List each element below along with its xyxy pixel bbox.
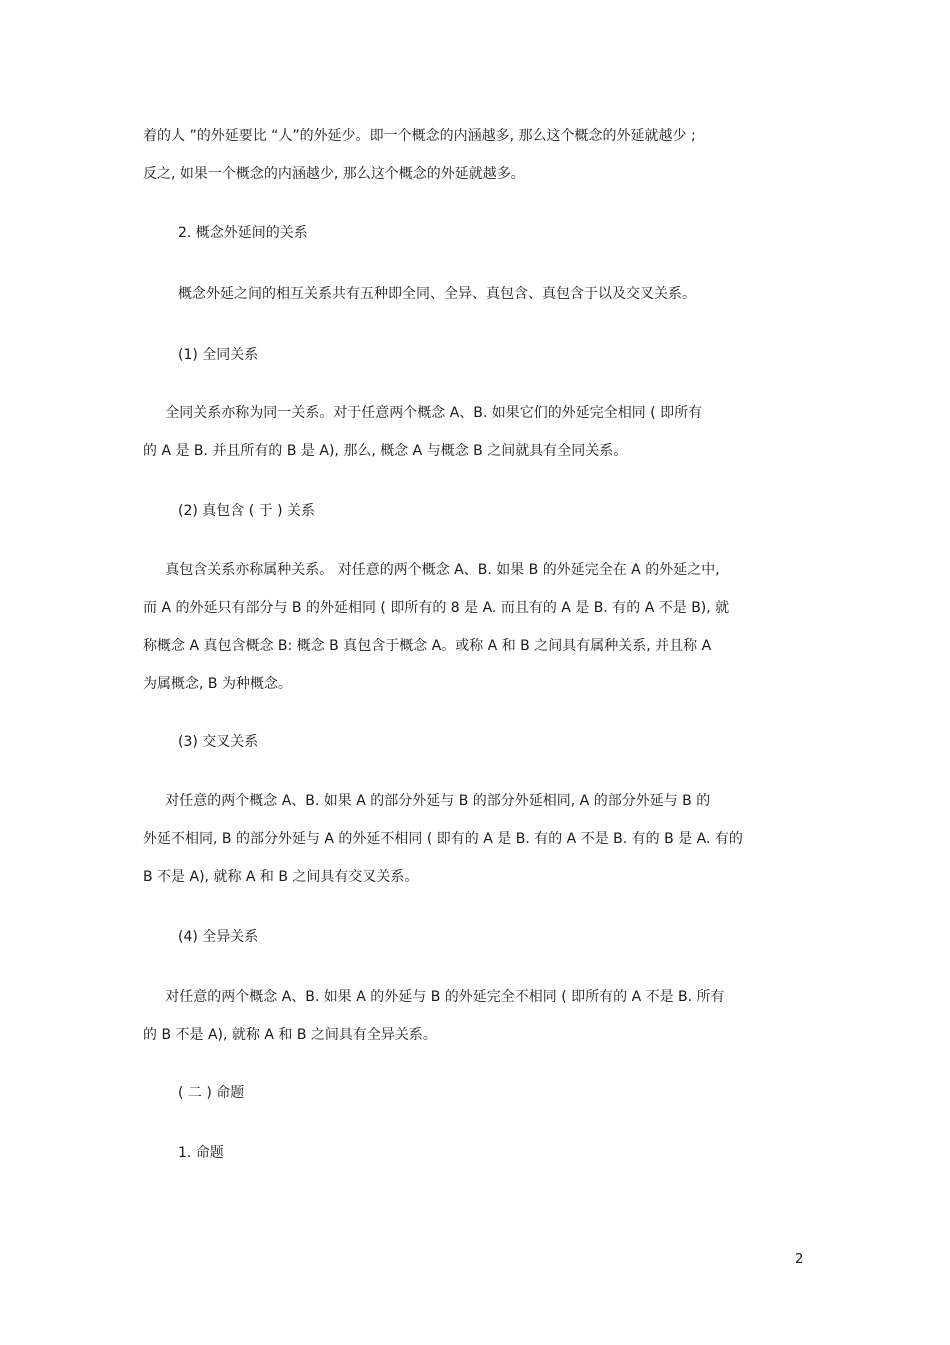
paragraph [143, 1083, 808, 1103]
text-line: ( 二 ) 命题 [178, 1085, 245, 1101]
paragraph [143, 791, 808, 887]
text-line: 真包含关系亦称属种关系。 对任意的两个概念 A、B. 如果 B 的外延完全在 A 的外延之中, [143, 562, 720, 578]
paragraph [143, 284, 808, 304]
paragraph [143, 126, 808, 184]
text-line: 对任意的两个概念 A、B. 如果 A 的部分外延与 B 的部分外延相同, A 的部分外延与 B 的 [143, 793, 711, 809]
text-line: 着的人 ”的外延要比 “人”的外延少。即一个概念的内涵越多, 那么这个概念的外延就越少 ; [143, 128, 696, 144]
text-line: 称概念 A 真包含概念 B: 概念 B 真包含于概念 A。或称 A 和 B 之间具有属种关系, 并且称 A [143, 638, 712, 654]
paragraph [143, 987, 808, 1045]
paragraph [143, 501, 808, 521]
text-line: 为属概念, B 为种概念。 [143, 676, 292, 692]
paragraph [143, 927, 808, 947]
text-line: B 不是 A), 就称 A 和 B 之间具有交叉关系。 [143, 869, 419, 885]
text-line: 的 B 不是 A), 就称 A 和 B 之间具有全异关系。 [143, 1027, 437, 1043]
paragraph [143, 560, 808, 694]
text-line: 外延不相同, B 的部分外延与 A 的外延不相同 ( 即有的 A 是 B. 有的 A 不是 B. 有的 B 是 A. 有的 [143, 831, 743, 847]
paragraph [143, 223, 808, 243]
text-line: (4) 全异关系 [178, 929, 259, 945]
paragraph [143, 403, 808, 461]
text-line: 全同关系亦称为同一关系。对于任意两个概念 A、B. 如果它们的外延完全相同 ( 即所有 [143, 405, 703, 421]
paragraph [143, 345, 808, 365]
page-number: 2 [795, 1252, 804, 1267]
text-line: (2) 真包含 ( 于 ) 关系 [178, 503, 316, 519]
paragraph [143, 1143, 808, 1163]
text-line: 1. 命题 [178, 1145, 224, 1161]
text-line: 概念外延之间的相互关系共有五种即全同、全异、真包含、真包含于以及交叉关系。 [178, 286, 696, 302]
text-line: 反之, 如果一个概念的内涵越少, 那么这个概念的外延就越多。 [143, 166, 525, 182]
text-line: 对任意的两个概念 A、B. 如果 A 的外延与 B 的外延完全不相同 ( 即所有的 A 不是 B. 所有 [143, 989, 725, 1005]
text-line: (1) 全同关系 [178, 347, 259, 363]
text-line: 而 A 的外延只有部分与 B 的外延相同 ( 即所有的 8 是 A. 而且有的 A 是 B. 有的 A 不是 B), 就 [143, 600, 730, 616]
text-line: 2. 概念外延间的关系 [178, 225, 308, 241]
paragraph [143, 732, 808, 752]
text-line: (3) 交叉关系 [178, 734, 259, 750]
text-line: 的 A 是 B. 并且所有的 B 是 A), 那么, 概念 A 与概念 B 之间就具有全同关系。 [143, 443, 628, 459]
